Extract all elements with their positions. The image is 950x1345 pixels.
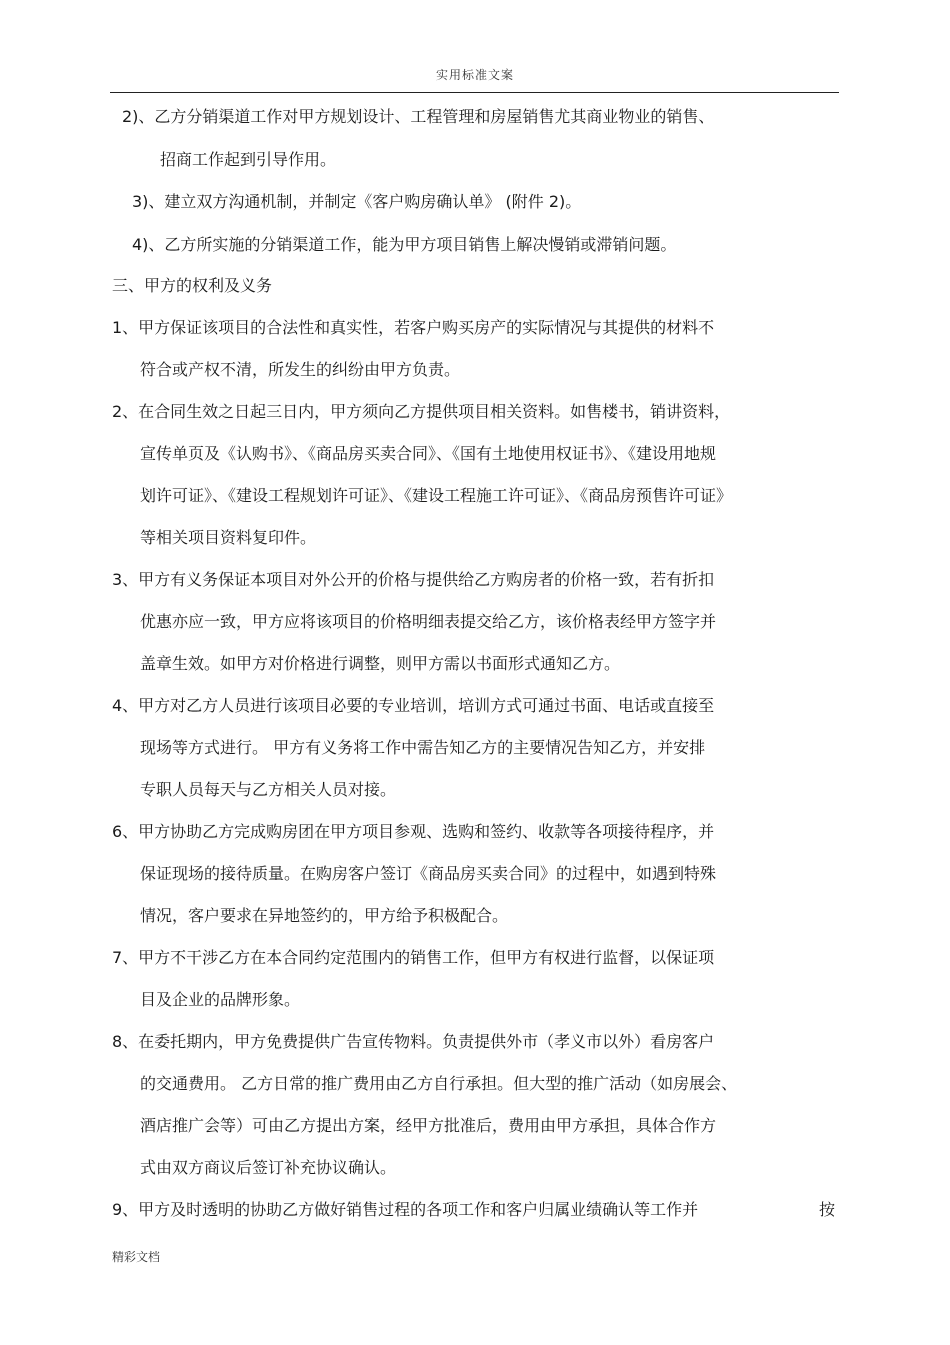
text-line: 按 xyxy=(819,1200,836,1219)
text-line: 9、甲方及时透明的协助乙方做好销售过程的各项工作和客户归属业绩确认等工作并 xyxy=(112,1200,699,1219)
text-line: 宣传单页及《认购书》、《商品房买卖合同》、《国有土地使用权证书》、《建设用地规 xyxy=(140,444,717,463)
section-heading: 三、甲方的权利及义务 xyxy=(112,276,273,295)
text-line: 6、甲方协助乙方完成购房团在甲方项目参观、选购和签约、收款等各项接待程序，并 xyxy=(112,822,715,841)
page-header: 实用标准文案 xyxy=(435,68,514,82)
text-line: 等相关项目资料复印件。 xyxy=(140,528,317,547)
text-line: 符合或产权不清，所发生的纠纷由甲方负责。 xyxy=(140,360,461,379)
text-line: 7、甲方不干涉乙方在本合同约定范围内的销售工作，但甲方有权进行监督，以保证项 xyxy=(112,948,715,967)
text-line: 优惠亦应一致，甲方应将该项目的价格明细表提交给乙方，该价格表经甲方签字并 xyxy=(140,612,717,631)
header-divider xyxy=(110,92,839,93)
text-line: 划许可证》、《建设工程规划许可证》、《建设工程施工许可证》、《商品房预售许可证》 xyxy=(140,486,733,505)
text-line: 的交通费用。 乙方日常的推广费用由乙方自行承担。但大型的推广活动（如房展会、 xyxy=(140,1074,738,1093)
text-line: 盖章生效。如甲方对价格进行调整，则甲方需以书面形式通知乙方。 xyxy=(140,654,621,673)
text-line: 2)、乙方分销渠道工作对甲方规划设计、工程管理和房屋销售尤其商业物业的销售、 xyxy=(122,107,715,126)
text-line: 酒店推广会等）可由乙方提出方案，经甲方批准后，费用由甲方承担，具体合作方 xyxy=(140,1116,717,1135)
text-line: 2、在合同生效之日起三日内，甲方须向乙方提供项目相关资料。如售楼书，销讲资料， xyxy=(112,402,731,421)
text-line: 专职人员每天与乙方相关人员对接。 xyxy=(140,780,397,799)
text-line: 3)、建立双方沟通机制，并制定《客户购房确认单》 (附件 2)。 xyxy=(132,192,582,211)
text-line: 8、在委托期内，甲方免费提供广告宣传物料。负责提供外市（孝义市以外）看房客户 xyxy=(112,1032,715,1051)
text-line: 保证现场的接待质量。在购房客户签订《商品房买卖合同》的过程中，如遇到特殊 xyxy=(140,864,717,883)
text-line: 招商工作起到引导作用。 xyxy=(160,150,337,169)
page-footer: 精彩文档 xyxy=(112,1250,161,1264)
text-line: 情况，客户要求在异地签约的，甲方给予积极配合。 xyxy=(140,906,509,925)
text-line: 4、甲方对乙方人员进行该项目必要的专业培训，培训方式可通过书面、电话或直接至 xyxy=(112,696,715,715)
text-line: 1、甲方保证该项目的合法性和真实性，若客户购买房产的实际情况与其提供的材料不 xyxy=(112,318,715,337)
text-line: 3、甲方有义务保证本项目对外公开的价格与提供给乙方购房者的价格一致，若有折扣 xyxy=(112,570,715,589)
text-line: 现场等方式进行。 甲方有义务将工作中需告知乙方的主要情况告知乙方，并安排 xyxy=(140,738,706,757)
text-line: 目及企业的品牌形象。 xyxy=(140,990,301,1009)
text-line: 4)、乙方所实施的分销渠道工作，能为甲方项目销售上解决慢销或滞销问题。 xyxy=(132,235,677,254)
text-line: 式由双方商议后签订补充协议确认。 xyxy=(140,1158,397,1177)
